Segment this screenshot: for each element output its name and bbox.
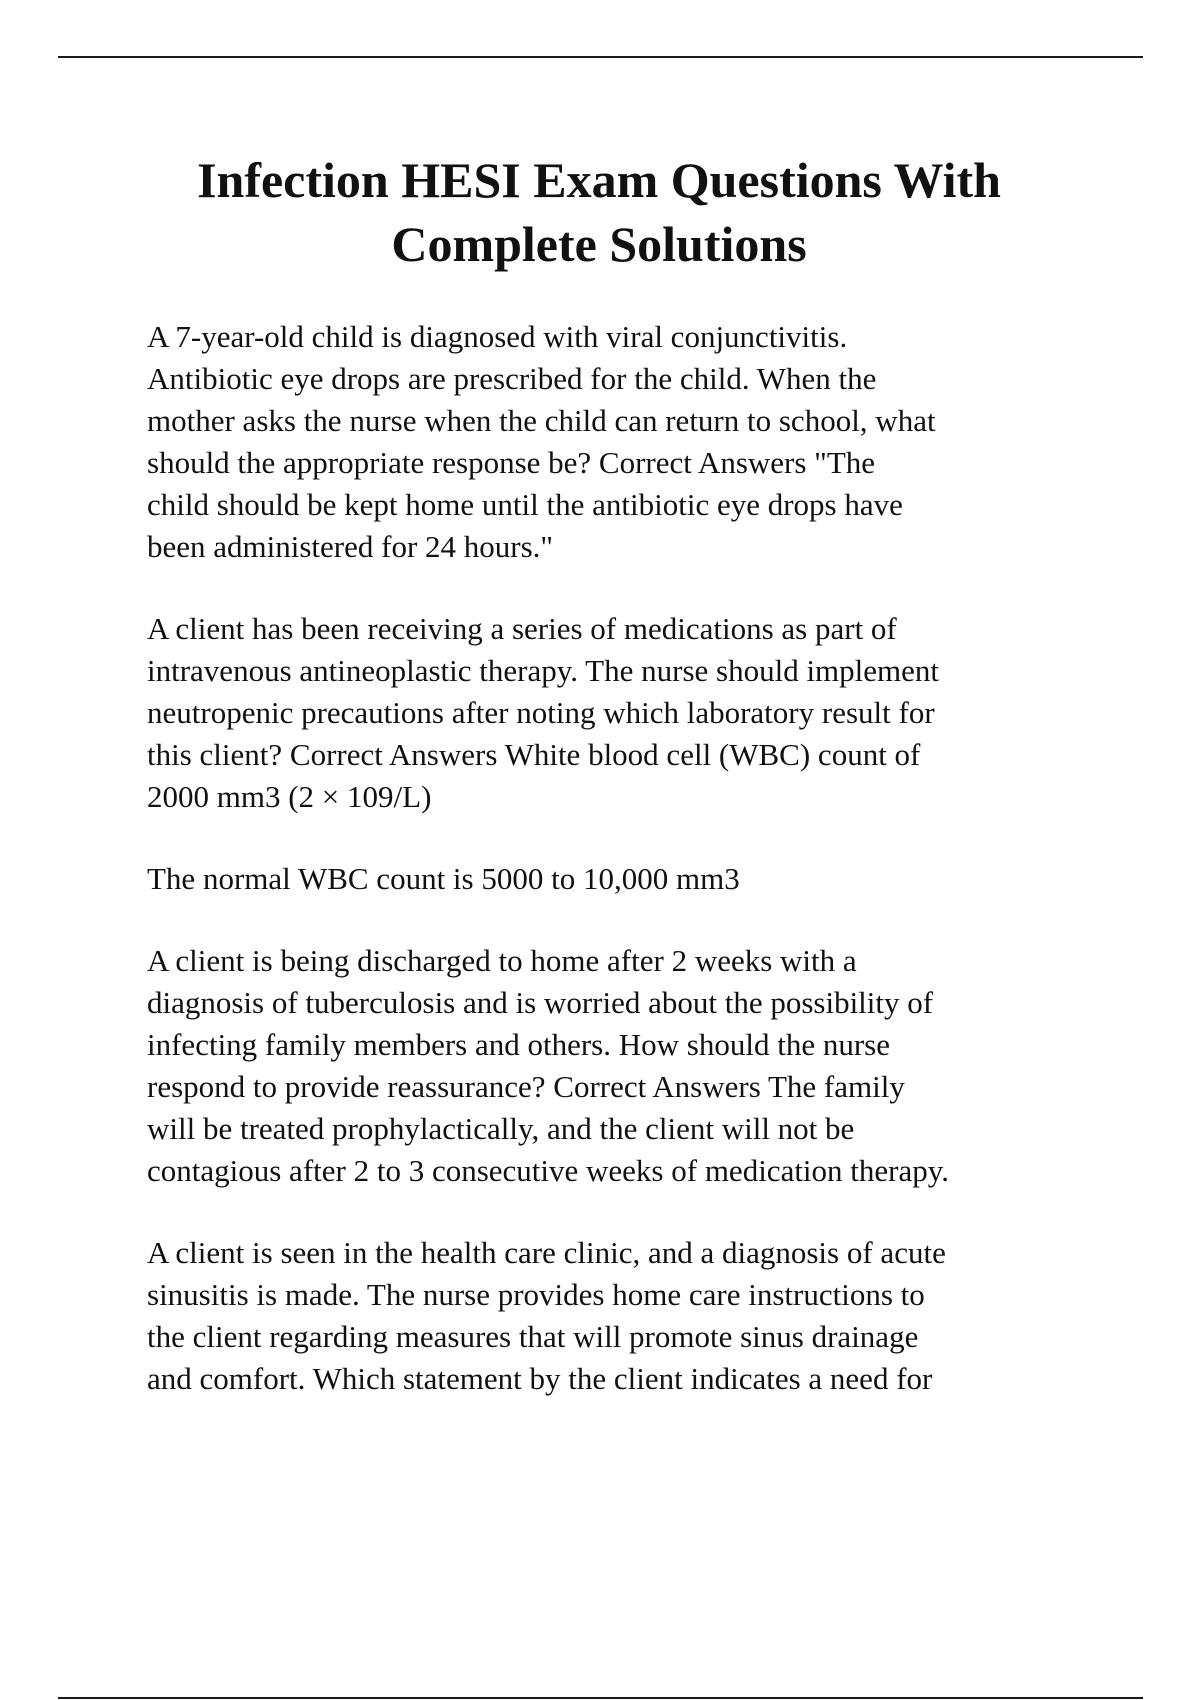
text-line: Antibiotic eye drops are prescribed for the child. When the — [147, 361, 877, 396]
question-block-tuberculosis — [147, 940, 1107, 1192]
page-content — [147, 148, 1107, 1440]
question-block-conjunctivitis — [147, 316, 1107, 568]
text-line: contagious after 2 to 3 consecutive weeks of medication therapy. — [147, 1153, 949, 1188]
top-rule — [58, 56, 1143, 58]
question-block-neutropenic — [147, 608, 1107, 818]
bottom-rule — [58, 1697, 1143, 1699]
text-line: sinusitis is made. The nurse provides home care instructions to — [147, 1277, 925, 1312]
text-line: infecting family members and others. How should the nurse — [147, 1027, 890, 1062]
text-line: A client has been receiving a series of medications as part of — [147, 611, 897, 646]
text-line: been administered for 24 hours." — [147, 529, 554, 564]
text-line: respond to provide reassurance? Correct Answers The family — [147, 1069, 905, 1104]
text-line: A client is being discharged to home after 2 weeks with a — [147, 943, 857, 978]
text-line: diagnosis of tuberculosis and is worried about the possibility of — [147, 985, 934, 1020]
title-line-1: Infection HESI Exam Questions With — [197, 152, 1001, 208]
text-line: A 7-year-old child is diagnosed with viral conjunctivitis. — [147, 319, 848, 354]
document-title — [99, 148, 1099, 276]
text-line: 2000 mm3 (2 × 109/L) — [147, 779, 432, 814]
text-line: should the appropriate response be? Correct Answers "The — [147, 445, 876, 480]
text-line: this client? Correct Answers White blood cell (WBC) count of — [147, 737, 921, 772]
text-line: child should be kept home until the antibiotic eye drops have — [147, 487, 903, 522]
text-line: will be treated prophylactically, and the client will not be — [147, 1111, 855, 1146]
note-block-wbc — [147, 858, 1107, 900]
text-line: The normal WBC count is 5000 to 10,000 mm3 — [147, 861, 740, 896]
text-line: mother asks the nurse when the child can return to school, what — [147, 403, 936, 438]
text-line: the client regarding measures that will promote sinus drainage — [147, 1319, 919, 1354]
question-block-sinusitis — [147, 1232, 1107, 1400]
text-line: A client is seen in the health care clinic, and a diagnosis of acute — [147, 1235, 946, 1270]
text-line: neutropenic precautions after noting which laboratory result for — [147, 695, 935, 730]
text-line: and comfort. Which statement by the client indicates a need for — [147, 1361, 933, 1396]
text-line: intravenous antineoplastic therapy. The nurse should implement — [147, 653, 940, 688]
title-line-2: Complete Solutions — [391, 216, 807, 272]
